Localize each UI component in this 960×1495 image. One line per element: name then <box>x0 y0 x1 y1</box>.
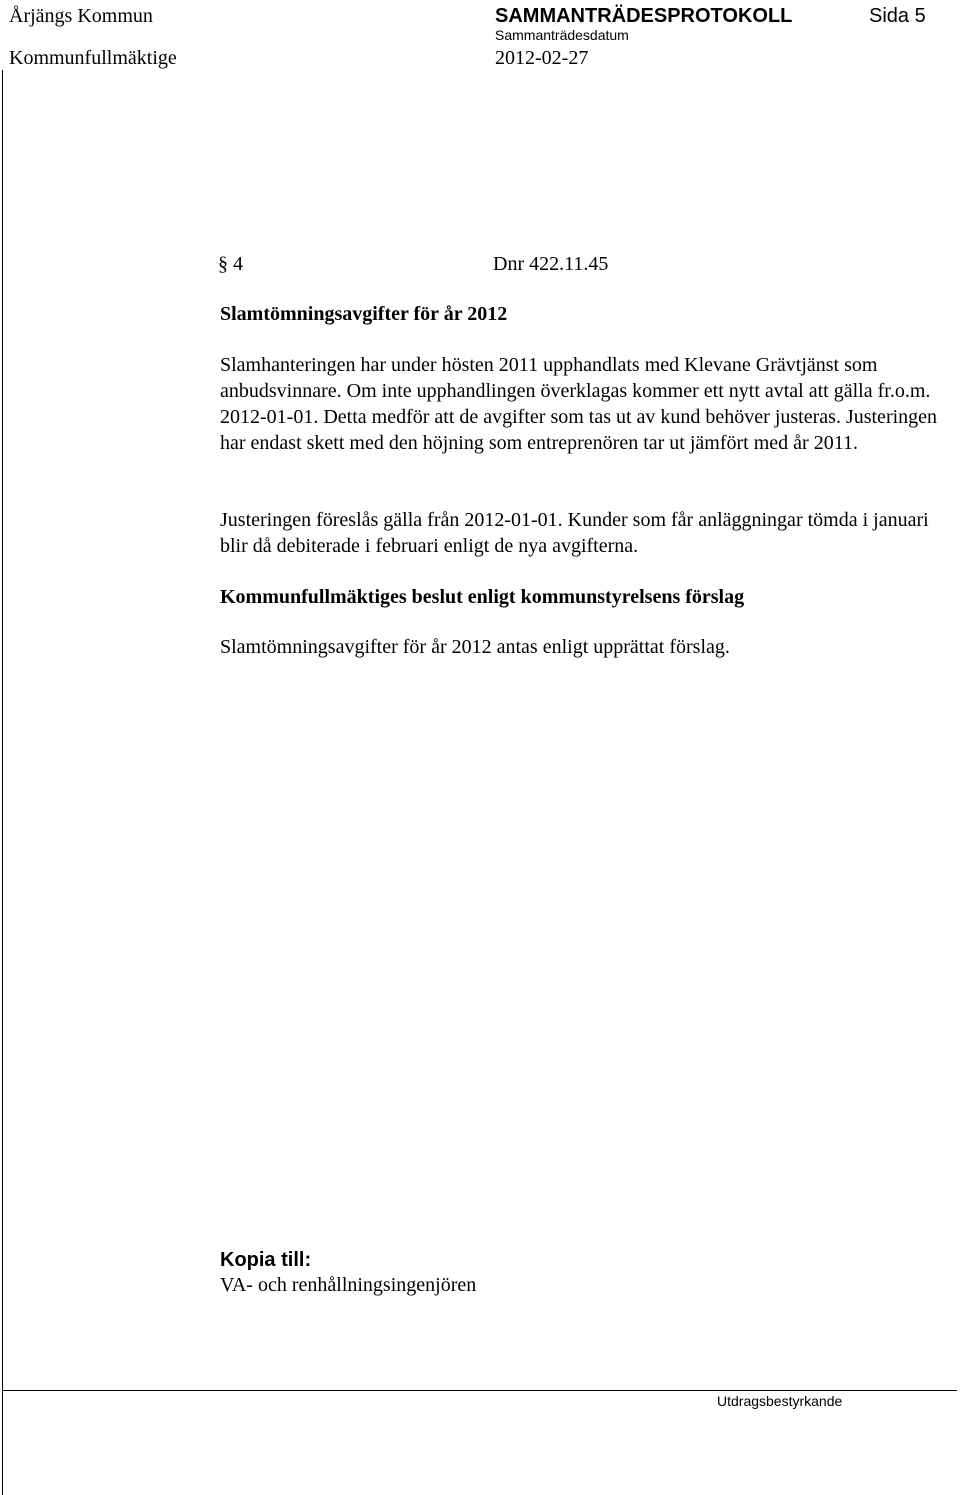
body-paragraph: Slamhanteringen har under hösten 2011 upphandlats med Klevane Grävtjänst som anbudsvinnare. Om inte upphandlingen överklagas kommer ett nytt avtal att gälla fr.o.m. 2012-01-01. Detta medför att de avgifter som tas ut av kund behöver justeras. Justeringen har endast skett med den höjning som entreprenören tar ut jämfört med år 2011. <box>220 354 938 454</box>
copy-recipient: VA- och renhållningsingenjören <box>220 1274 477 1296</box>
registry-number: Dnr 422.11.45 <box>493 253 609 275</box>
item-title: Slamtömningsavgifter för år 2012 <box>220 303 508 325</box>
meeting-date: 2012-02-27 <box>495 47 589 69</box>
body-name: Kommunfullmäktige <box>9 47 177 69</box>
footer-divider <box>2 1390 957 1391</box>
footer-margin-rule <box>2 1391 3 1495</box>
protocol-title: SAMMANTRÄDESPROTOKOLL <box>495 5 793 27</box>
attestation-label: Utdragsbestyrkande <box>717 1393 843 1409</box>
paragraph-number: § 4 <box>218 253 243 275</box>
municipality-name: Årjängs Kommun <box>9 5 153 27</box>
decision-heading: Kommunfullmäktiges beslut enligt kommunstyrelsens förslag <box>220 586 745 608</box>
meeting-date-label: Sammanträdesdatum <box>495 27 629 43</box>
body-paragraph: Justeringen föreslås gälla från 2012-01-01. Kunder som får anläggningar tömda i januari blir då debiterade i februari enligt de nya avgifterna. <box>220 509 929 557</box>
decision-text: Slamtömningsavgifter för år 2012 antas enligt upprättat förslag. <box>220 636 730 658</box>
copy-to-label: Kopia till: <box>220 1249 312 1271</box>
left-margin-rule <box>2 70 3 1390</box>
page-number: Sida 5 <box>869 5 926 27</box>
